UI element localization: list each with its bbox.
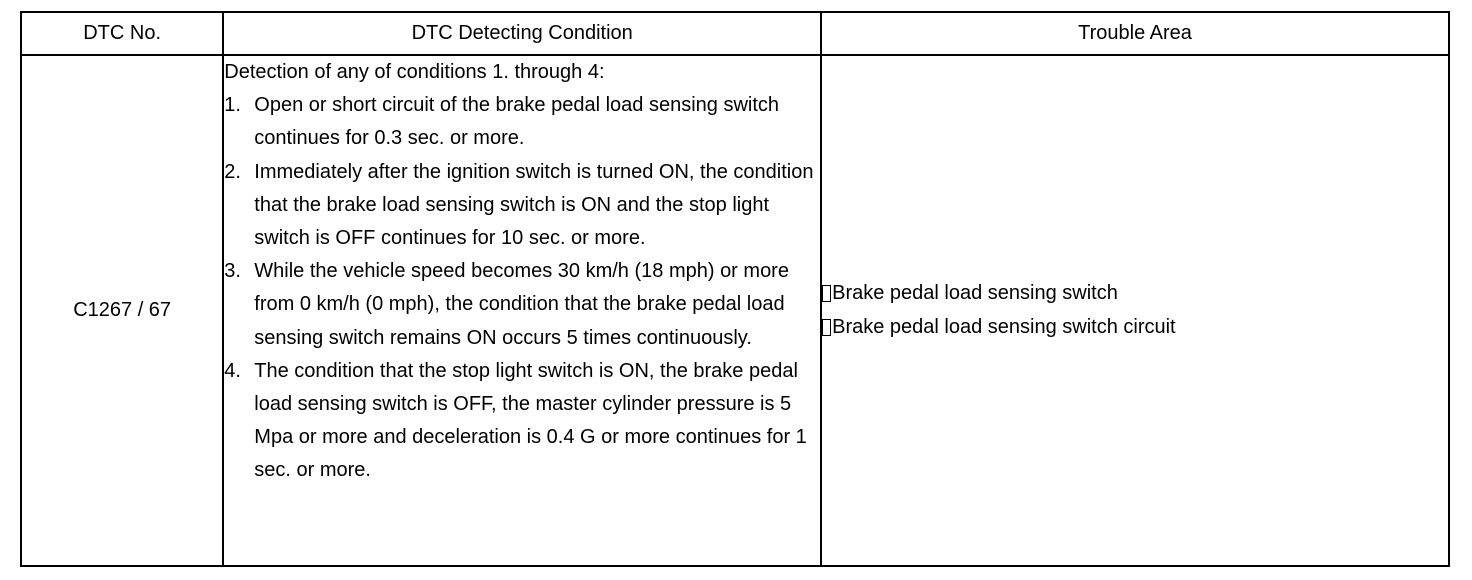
condition-item [224, 156, 820, 256]
bullet-box-icon [822, 285, 831, 302]
condition-number: 2. [224, 160, 241, 183]
condition-intro: Detection of any of conditions 1. through 4: [224, 61, 605, 83]
condition-number: 4. [224, 359, 241, 382]
detecting-condition-cell [223, 55, 821, 566]
header-detecting-condition: DTC Detecting Condition [223, 12, 821, 55]
dtc-table [20, 11, 1450, 567]
trouble-area-item [822, 311, 1448, 344]
trouble-area-text: Brake pedal load sensing switch circuit [832, 315, 1176, 338]
condition-text: The condition that the stop light switch is ON, the brake pedal load sensing switch is OFF, the master cylinder pressure is 5 Mpa or more and deceleration is 0.4 G or more continues for 1 sec. or more. [254, 359, 807, 482]
condition-item [224, 89, 820, 155]
trouble-area-text: Brake pedal load sensing switch [832, 282, 1118, 305]
trouble-area-cell [821, 55, 1449, 566]
condition-item [224, 255, 820, 355]
trouble-area-item [822, 277, 1448, 310]
condition-list [224, 89, 820, 487]
table-row [21, 55, 1449, 566]
table-header-row [21, 12, 1449, 55]
condition-text: Immediately after the ignition switch is turned ON, the condition that the brake load sensing switch is ON and the stop light switch is OFF continues for 10 sec. or more. [254, 160, 814, 250]
condition-number: 1. [224, 94, 241, 117]
bullet-box-icon [822, 319, 831, 336]
condition-item [224, 355, 820, 488]
condition-text: Open or short circuit of the brake pedal load sensing switch continues for 0.3 sec. or more. [254, 94, 780, 150]
header-trouble-area: Trouble Area [821, 12, 1449, 55]
header-dtc-no: DTC No. [21, 12, 223, 55]
trouble-area-list [822, 277, 1448, 343]
condition-text: While the vehicle speed becomes 30 km/h (18 mph) or more from 0 km/h (0 mph), the condition that the brake pedal load sensing switch remains ON occurs 5 times continuously. [254, 260, 789, 349]
dtc-code-cell: C1267 / 67 [21, 55, 223, 566]
condition-number: 3. [224, 260, 241, 283]
